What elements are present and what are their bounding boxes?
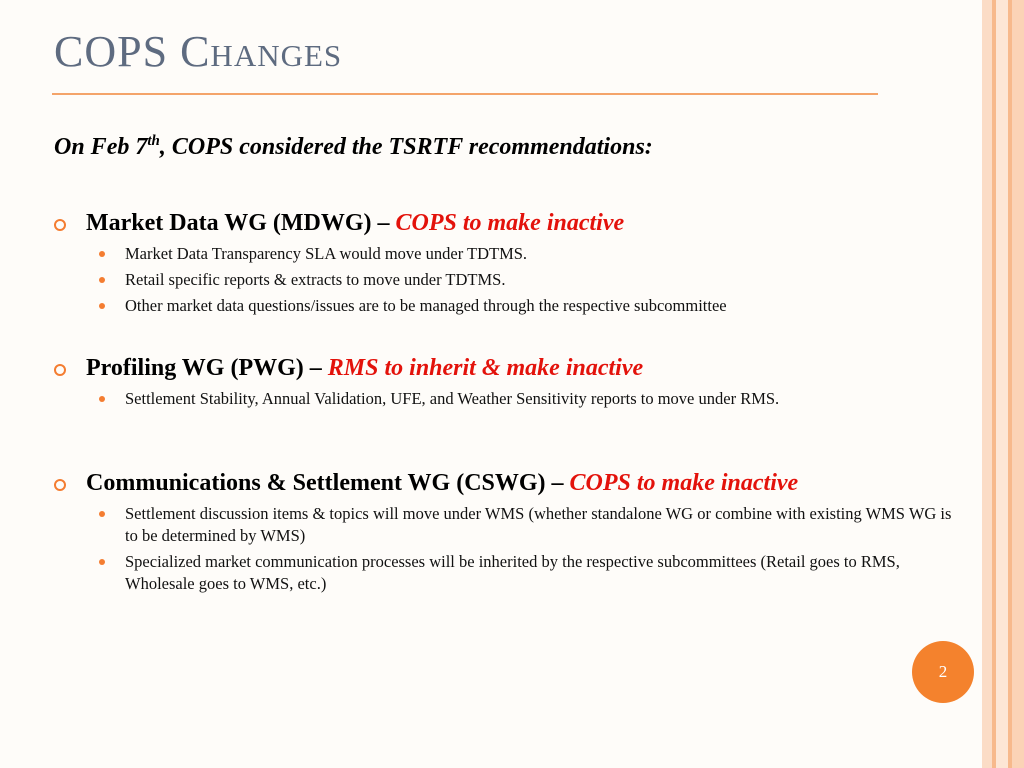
page-number-badge: 2 [912, 641, 974, 703]
section-cswg [54, 470, 964, 599]
item-text: Retail specific reports & extracts to move under TDTMS. [125, 270, 506, 289]
slide-title [54, 26, 342, 77]
list-item [54, 388, 964, 410]
section-heading [54, 355, 964, 382]
dot-bullet-icon [99, 303, 105, 309]
list-item [54, 295, 964, 317]
action-text: COPS to make inactive [395, 210, 625, 236]
section-mdwg [54, 210, 964, 321]
section-pwg [54, 355, 964, 414]
intro-line [54, 133, 653, 161]
item-text: Other market data questions/issues are to be managed through the respective subcommittee [125, 296, 727, 315]
sub-list [54, 243, 964, 317]
section-heading [54, 470, 964, 497]
heading-text: Market Data WG (MDWG) – [86, 210, 396, 236]
list-item [54, 503, 964, 547]
title-small-caps: Changes [180, 27, 343, 76]
intro-prefix: On Feb 7 [54, 134, 148, 160]
title-underline [52, 93, 878, 95]
action-text: COPS to make inactive [569, 470, 799, 496]
intro-superscript: th [147, 133, 160, 149]
sub-list [54, 503, 964, 595]
list-item [54, 269, 964, 291]
intro-suffix: , COPS considered the TSRTF recommendations: [159, 134, 653, 160]
dot-bullet-icon [99, 277, 105, 283]
heading-text: Profiling WG (PWG) – [86, 355, 328, 381]
ring-bullet-icon [54, 479, 66, 491]
action-text: RMS to inherit & make inactive [327, 355, 644, 381]
list-item [54, 551, 964, 595]
decorative-side-stripes [982, 0, 1024, 768]
item-text: Specialized market communication processes will be inherited by the respective subcommittees (Retail goes to RMS, Wholesale goes to WMS, etc.) [125, 552, 900, 593]
item-text: Settlement Stability, Annual Validation, UFE, and Weather Sensitivity reports to move under RMS. [125, 389, 780, 408]
ring-bullet-icon [54, 364, 66, 376]
dot-bullet-icon [99, 511, 105, 517]
list-item [54, 243, 964, 265]
dot-bullet-icon [99, 251, 105, 257]
item-text: Market Data Transparency SLA would move under TDTMS. [125, 244, 528, 263]
heading-text: Communications & Settlement WG (CSWG) – [86, 470, 570, 496]
dot-bullet-icon [99, 396, 105, 402]
dot-bullet-icon [99, 559, 105, 565]
sub-list [54, 388, 964, 410]
title-main: COPS [54, 27, 181, 76]
ring-bullet-icon [54, 219, 66, 231]
section-heading [54, 210, 964, 237]
item-text: Settlement discussion items & topics will move under WMS (whether standalone WG or combine with existing WMS WG is to be determined by WMS) [125, 504, 952, 545]
